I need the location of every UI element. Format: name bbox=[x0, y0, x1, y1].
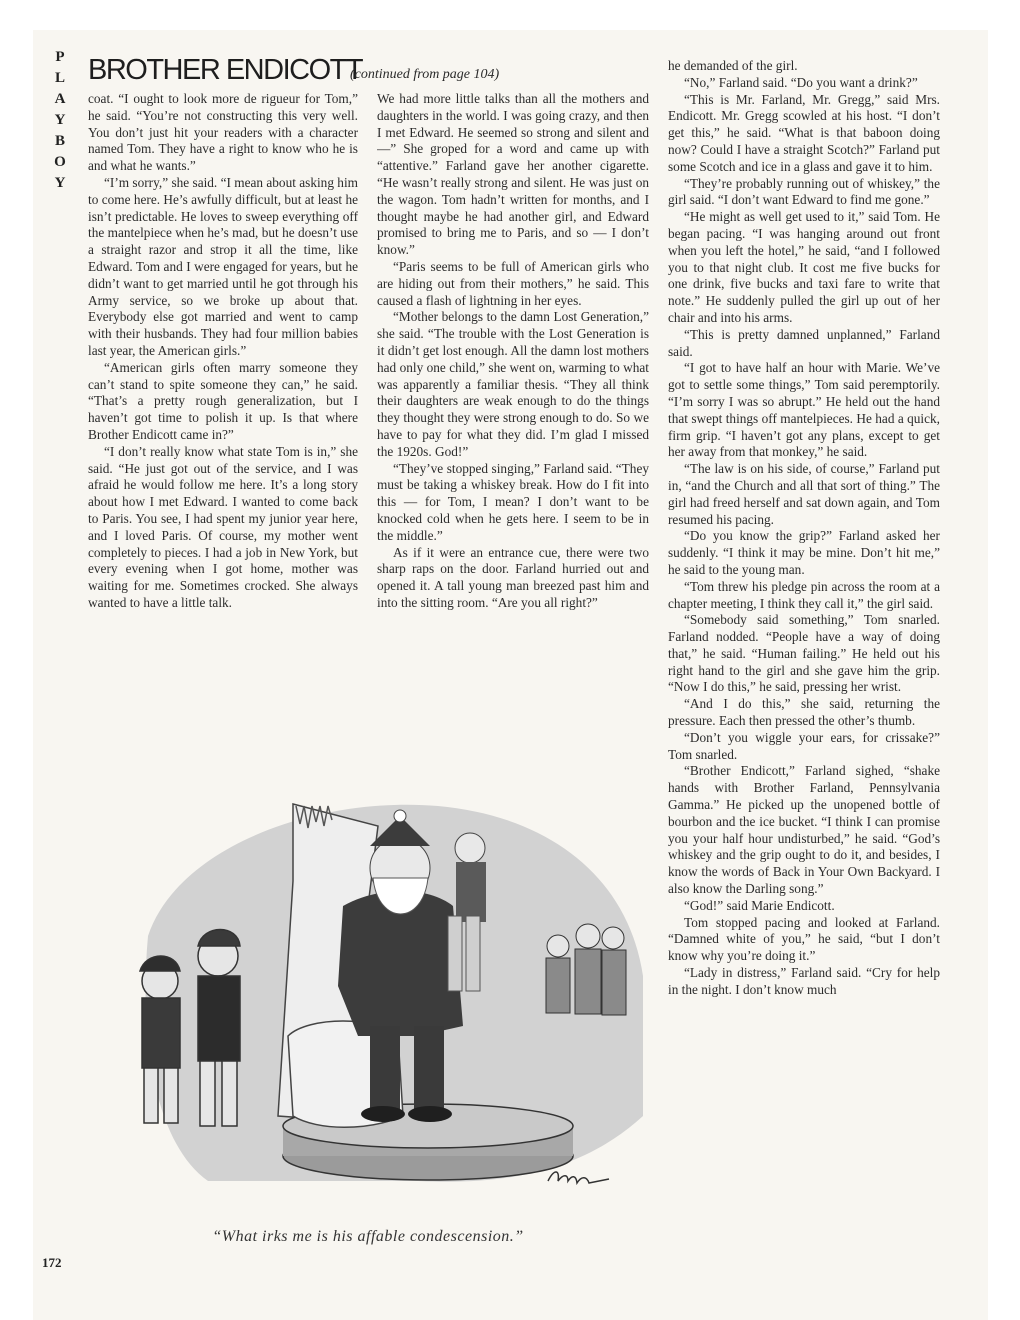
paragraph: Tom stopped pacing and looked at Farland. “Damned white of you,” he said, “but I don’t know why you’re doing it.” bbox=[668, 914, 940, 964]
paragraph: “Somebody said something,” Tom snarled. Farland nodded. “People have a way of doing that,” he said. “Human failing.” He held out his right hand to the girl and she gave him the grip. “Now I do this,” he said, pressing her wrist. bbox=[668, 612, 940, 695]
paragraph: “They’re probably running out of whiskey,” the girl said. “I don’t want Edward to find me gone.” bbox=[668, 175, 940, 208]
paragraph: coat. “I ought to look more de rigueur for Tom,” he said. “You’re not constructing this very well. You don’t just hit your readers with a character named Tom. They have a right to know who he is and what he wants.” bbox=[88, 91, 358, 174]
masthead-letter: Y bbox=[54, 112, 66, 128]
masthead-letter: P bbox=[55, 49, 65, 65]
paragraph: “No,” Farland said. “Do you want a drink?” bbox=[684, 74, 918, 90]
paragraph: “Lady in distress,” Farland said. “Cry for help in the night. I don’t know much bbox=[668, 965, 940, 997]
paragraph: “Do you know the grip?” Farland asked her suddenly. “I think it may be mine. Don’t hit me,” he said to the young man. bbox=[668, 528, 940, 577]
paragraph: “Mother belongs to the damn Lost Generation,” she said. “The trouble with the Lost Generation is it didn’t get lost enough. All the damn lost mothers had only one child,” she went on, warming to what was apparently a familiar thesis. “They all think their daughters are weak enough to do the things they thought they were strong enough to do. So we have to pay for what they did. I’m glad I missed the 1920s. God!” bbox=[377, 309, 649, 459]
masthead-letter: Y bbox=[54, 175, 66, 191]
paragraph: “They’ve stopped singing,” Farland said. “They must be taking a whiskey break. How do I fit into this — for Tom, I mean? I don’t want to be knocked cold when he gets here. I seem to be in the middle.” bbox=[377, 460, 649, 543]
paragraph: “The law is on his side, of course,” Farland put in, “and the Church and all that sort of thing.” The girl had freed herself and sat down again, and Tom resumed his pacing. bbox=[668, 461, 940, 527]
masthead-letter: L bbox=[54, 70, 65, 86]
masthead-letter: B bbox=[54, 133, 65, 149]
cartoon-illustration bbox=[118, 786, 648, 1216]
article-title: BROTHER ENDICOTT bbox=[88, 54, 363, 86]
paragraph: “American girls often marry someone they can’t stand to spite someone they can,” he said. “That’s a pretty rough generalization, but I haven’t got time to polish it up. Is that where Brother Endicott came in?” bbox=[88, 359, 358, 442]
paragraph: “God!” said Marie Endicott. bbox=[684, 897, 835, 913]
paragraph: “Don’t you wiggle your ears, for crissake?” Tom snarled. bbox=[668, 729, 940, 762]
text-column-1 bbox=[88, 91, 358, 746]
text-column-3 bbox=[668, 58, 940, 1273]
paragraph: “And I do this,” she said, returning the pressure. Each then pressed the other’s thumb. bbox=[668, 696, 940, 729]
paragraph: “Tom threw his pledge pin across the room at a chapter meeting, I think they call it,” the girl said. bbox=[668, 578, 940, 611]
paragraph: “Brother Endicott,” Farland sighed, “shake hands with Brother Farland, Pennsylvania Gamma.” He picked up the unopened bottle of bourbon and the ice bucket. “I think I can promise you your half hour undisturbed,” he said. “God’s whiskey and the grip ought to do it, and besides, I know the words of Back in Your Own Backyard. I also know the Darling song.” bbox=[668, 763, 940, 897]
paragraph: As if it were an entrance cue, there were two sharp raps on the door. Farland hurried out and opened it. A tall young man breezed past him and into the sitting room. “Are you all right?” bbox=[377, 544, 649, 610]
page-number: 172 bbox=[42, 1255, 62, 1270]
magazine-masthead bbox=[50, 47, 70, 194]
masthead-letter: O bbox=[54, 154, 66, 170]
paragraph: “He might as well get used to it,” said Tom. He began pacing. “I was hanging around out front when you left the hotel,” he said, “and I followed you to that night club. It cost me five bucks for one drink, five bucks and taxi fare to write that note.” He suddenly pulled the girl up out of her chair and into his arms. bbox=[668, 209, 940, 325]
paragraph: “This is pretty damned unplanned,” Farland said. bbox=[668, 326, 940, 359]
paragraph: “I’m sorry,” she said. “I mean about asking him to come here. He’s awfully difficult, but at least he isn’t predictable. He loves to sweep everything off the mantelpiece when he’s mad, but he doesn’t use a straight razor and strop it all the time, like Edward. Tom and I were engaged for years, but he didn’t want to get married until he got through his Army service, so we broke up about that. Everybody else got married and went to camp with their husbands. They had four million babies last year, the American girls.” bbox=[88, 174, 358, 358]
paragraph: “I got to have half an hour with Marie. We’ve got to settle some things,” Tom said peremptorily. “I’m sorry I was so abrupt.” He held out the hand that swept things off mantelpieces. He had a quick, firm grip. “I haven’t got any plans, except to get her away from that monkey,” he said. bbox=[668, 360, 940, 460]
text-column-2 bbox=[377, 91, 649, 746]
paragraph: We had more little talks than all the mothers and daughters in the world. I was going crazy, and then I met Edward. He seemed so strong and silent and —” She groped for a word and came up with “attentive.” Farland gave her another cigarette. “He wasn’t really strong and silent. He was just on the wagon. Tom hadn’t written for months, and I thought maybe he had another girl, and Edward promised to bring me to Paris, and so — I don’t know.” bbox=[377, 91, 649, 258]
paragraph: “This is Mr. Farland, Mr. Gregg,” said Mrs. Endicott. Mr. Gregg scowled at his host. “I don’t get this,” he said. “What is that baboon doing now? Could I have a straight Scotch?” Farland put some Scotch and ice in a glass and gave it to him. bbox=[668, 91, 940, 174]
masthead-letter: A bbox=[54, 91, 66, 107]
paragraph: “I don’t really know what state Tom is in,” she said. “He just got out of the service, and I was afraid he would follow me here. It’s a long story about how I met Edward. I wanted to come back to Paris. You see, I had spent my junior year here, and I loved Paris. Of course, my mother went completely to pieces. I had a job in New York, but every evening when I got home, mother was waiting for me. Sometimes crocked. She always wanted to have a little talk. bbox=[88, 443, 358, 610]
continued-note: (continued from page 104) bbox=[350, 67, 500, 82]
paragraph: “Paris seems to be full of American girls who are hiding out from their mothers,” he said. This caused a flash of lightning in her eyes. bbox=[377, 258, 649, 308]
cartoon-caption: “What irks me is his affable condescension.” bbox=[212, 1228, 524, 1245]
paragraph: he demanded of the girl. bbox=[668, 58, 798, 73]
